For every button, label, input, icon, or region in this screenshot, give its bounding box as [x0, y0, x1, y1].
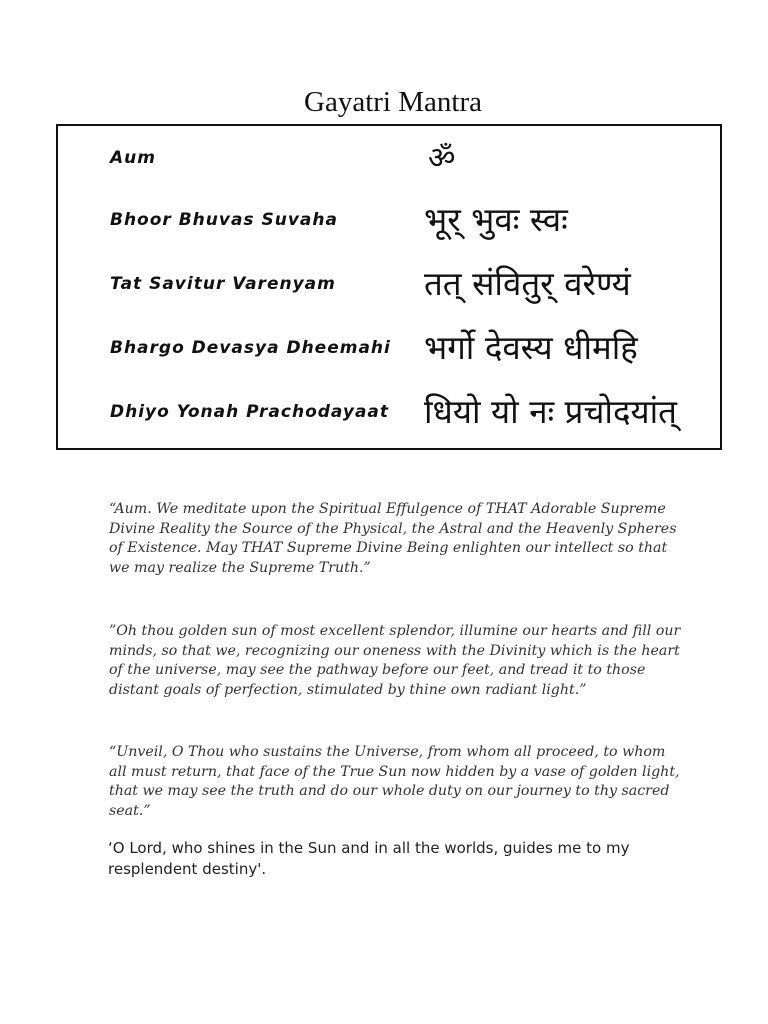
- transliteration-line-5: Dhiyo Yonah Prachodayaat: [110, 402, 390, 422]
- devanagari-line-3: तत् संवितुर् वरेण्यं: [424, 264, 631, 303]
- transliteration-line-4: Bhargo Devasya Dheemahi: [110, 338, 391, 358]
- devanagari-line-4: भर्गो देवस्य धीमहि: [424, 328, 638, 367]
- devanagari-line-2: भूर् भुवः स्वः: [424, 200, 568, 239]
- transliteration-aum: Aum: [110, 148, 156, 168]
- devanagari-line-5: धियो यो नः प्रचोदयांत्: [424, 392, 677, 431]
- quote-2: ”Oh thou golden sun of most excellent splendor, illumine our hearts and fill our minds, so that we, recognizing our oneness with the Divinity which is the heart of the universe, may see the pathway before our feet, and tread it to those distant goals of perfection, stimulated by thine own radiant light.”: [109, 623, 681, 698]
- quote-3: “Unveil, O Thou who sustains the Universe, from whom all proceed, to whom all must return, that face of the True Sun now hidden by a vase of golden light, that we may see the truth and do our whole duty on our journey to thy sacred seat.”: [109, 744, 680, 819]
- devanagari-aum: ॐ: [428, 141, 456, 176]
- quote-1: “Aum. We meditate upon the Spiritual Effulgence of THAT Adorable Supreme Divine Reality the Source of the Physical, the Astral and the Heavenly Spheres of Existence. May THAT Supreme Divine Being enlighten our intellect so that we may realize the Supreme Truth.”: [109, 501, 677, 576]
- mantra-line-1: [58, 141, 720, 208]
- mantra-box: [56, 124, 722, 450]
- closing-prayer: ‘O Lord, who shines in the Sun and in all the worlds, guides me to my resplendent destiny'.: [108, 839, 630, 878]
- page-title: Gayatri Mantra: [304, 86, 482, 118]
- mantra-line-5: [58, 392, 720, 462]
- transliteration-line-2: Bhoor Bhuvas Suvaha: [110, 210, 338, 230]
- transliteration-line-3: Tat Savitur Varenyam: [110, 274, 336, 294]
